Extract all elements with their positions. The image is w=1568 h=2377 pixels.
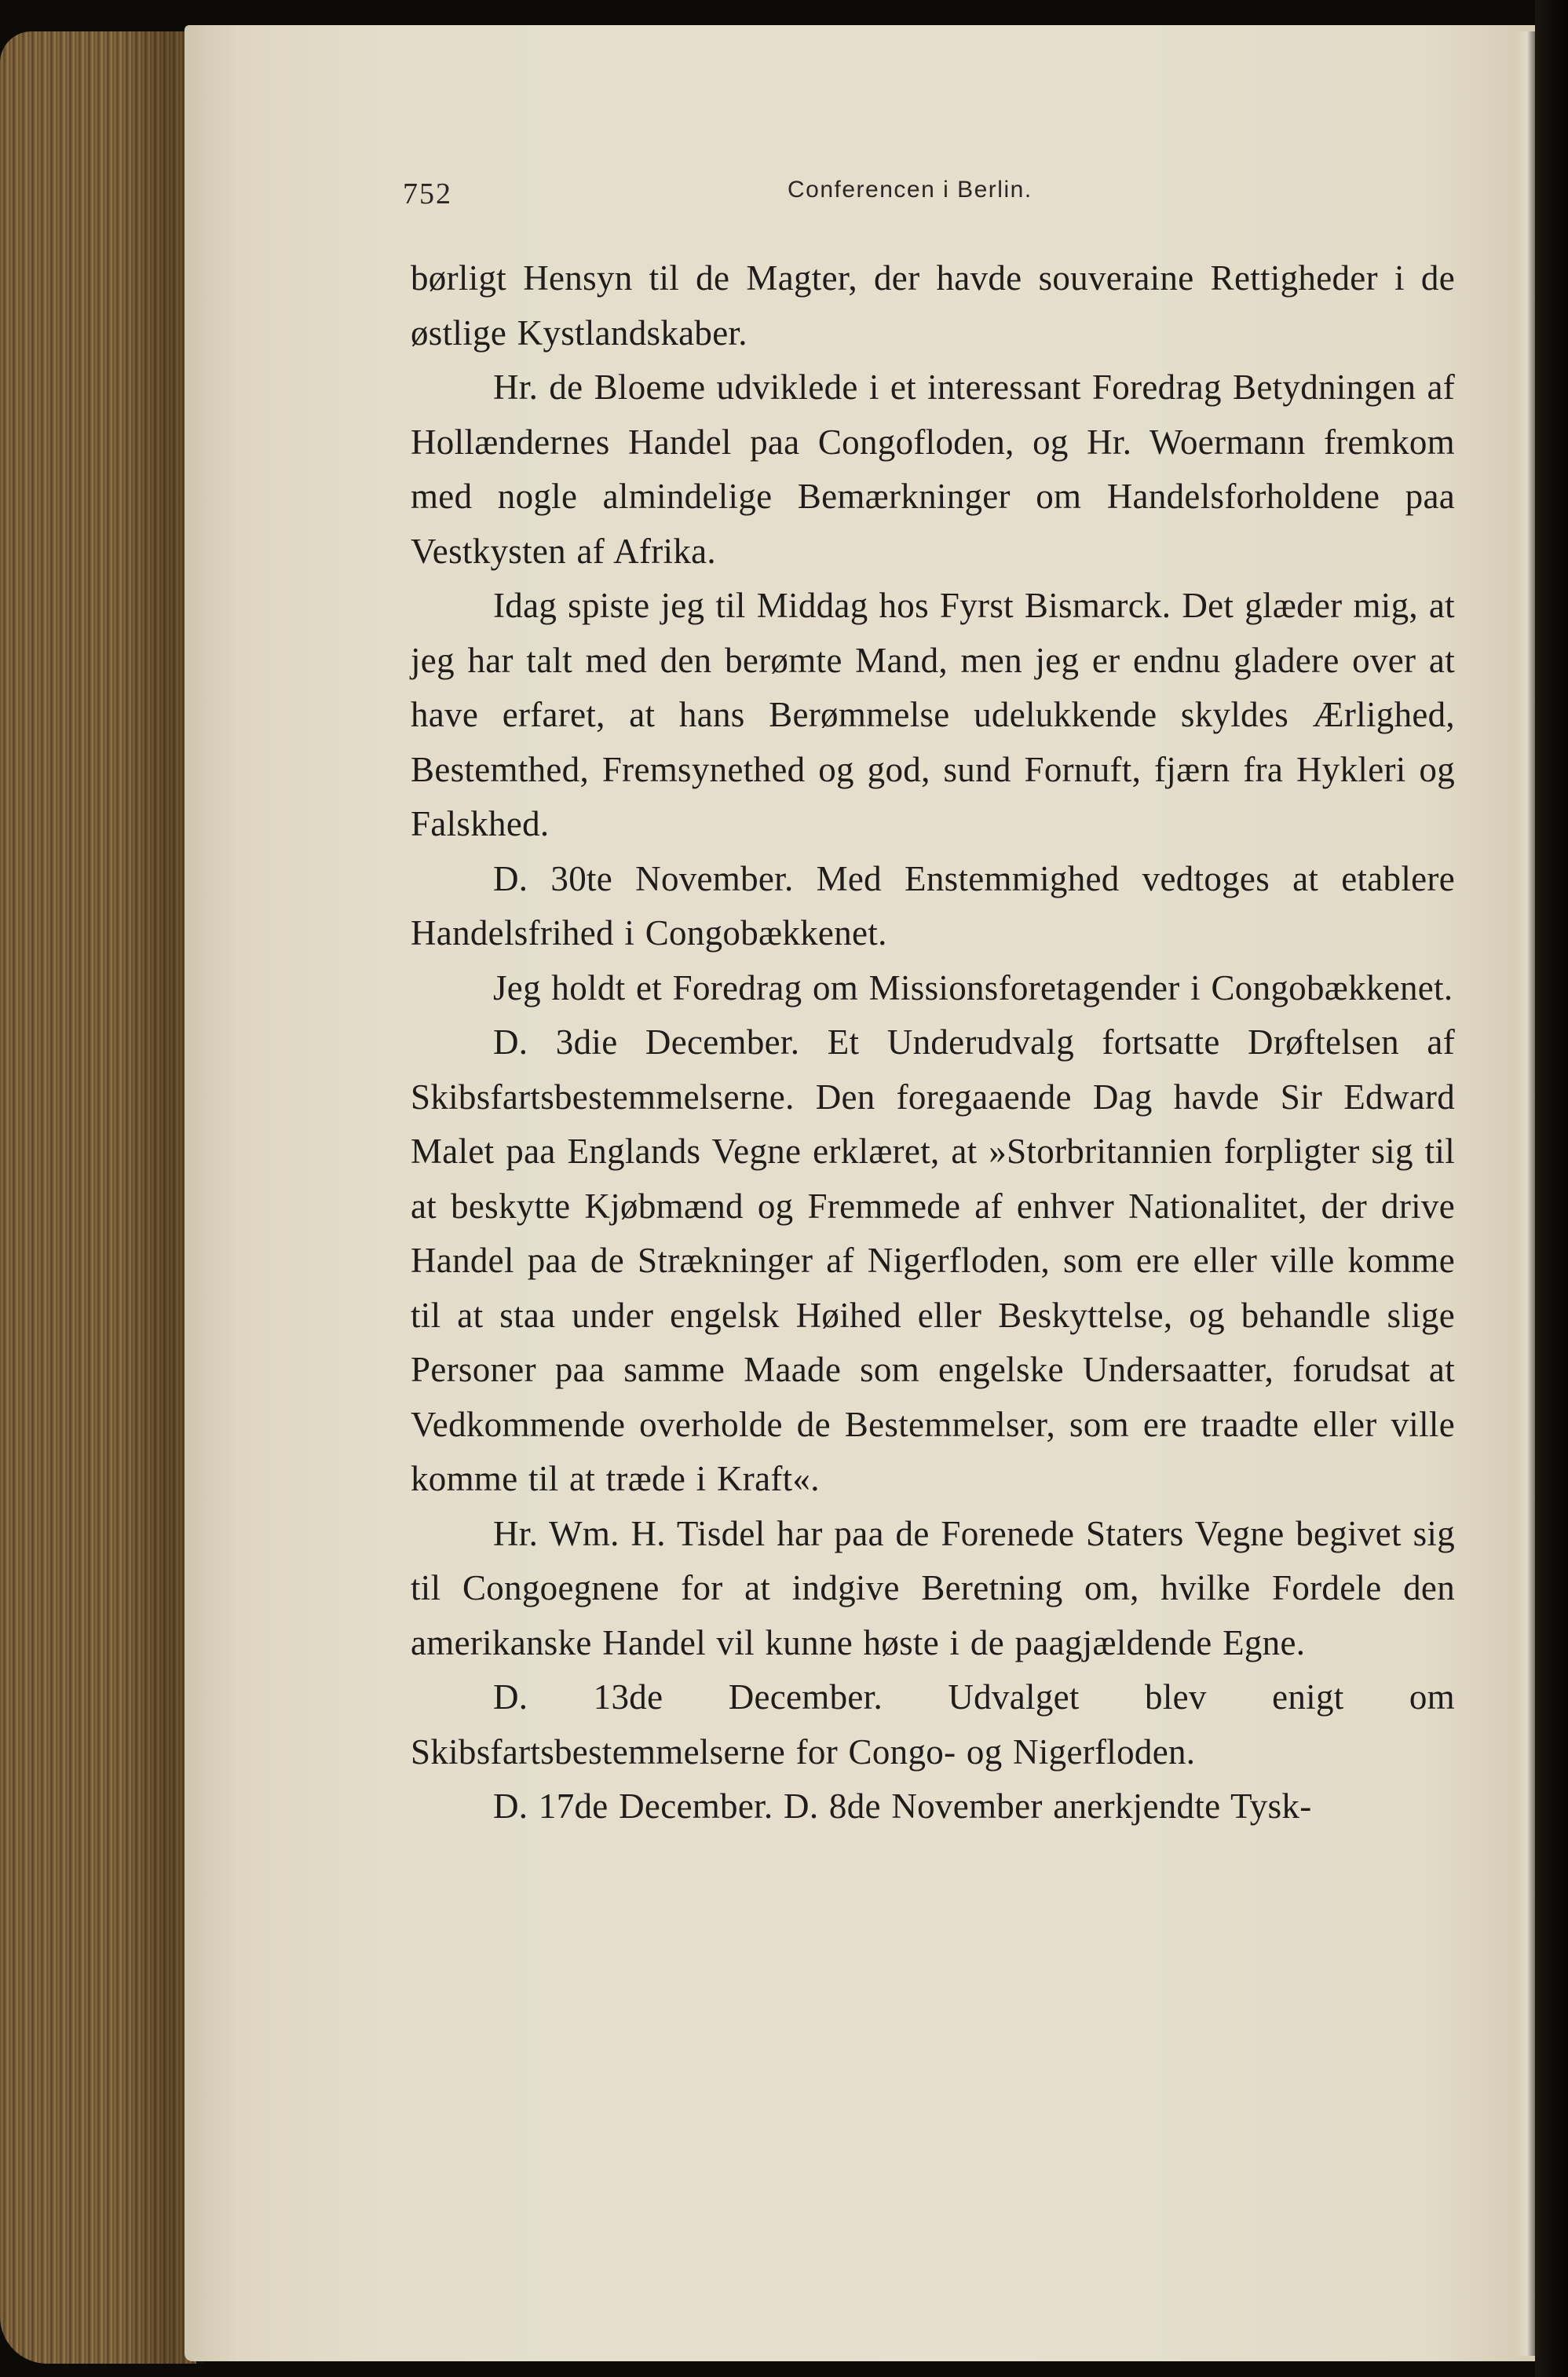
background-edge [1535,0,1568,2377]
body-text [411,251,1455,1834]
paragraph: D. 30te November. Med Enstemmighed vedtoges at etablere Handelsfrihed i Congobækkenet. [411,858,1455,953]
paragraph: Jeg holdt et Foredrag om Missionsforetagender i Congobækkenet. [493,967,1453,1007]
paragraph: D. 13de December. Udvalget blev enigt om Skibsfartsbestemmelserne for Congo- og Nigerfloden. [411,1677,1455,1772]
running-title: Conferencen i Berlin. [788,177,1033,203]
paragraph: D. 17de December. D. 8de November anerkjendte Tysk- [493,1786,1312,1826]
paragraph: D. 3die December. Et Underudvalg fortsatte Drøftelsen af Skibsfartsbestemmelserne. Den foregaaende Dag havde Sir Edward Malet paa Englands Vegne erklæret, at »Storbritannien forpligter sig til at beskytte Kjøbmænd og Fremmede af enhver Nationalitet, der drive Handel paa de Strækninger af Nigerfloden, som ere eller ville komme til at staa under engelsk Høihed eller Beskyttelse, og behandle slige Personer paa samme Maade som engelske Undersaatter, forudsat at Vedkommende overholde de Bestemmelser, som ere traadte eller ville komme til at træde i Kraft«. [411,1022,1455,1498]
paragraph: Hr. Wm. H. Tisdel har paa de Forenede Staters Vegne begivet sig til Congoegnene for at indgive Beretning om, hvilke Fordele den amerikanske Handel vil kunne høste i de paagjældende Egne. [411,1513,1455,1662]
paragraph: Hr. de Bloeme udviklede i et interessant Foredrag Betydningen af Hollændernes Handel paa Congofloden, og Hr. Woermann fremkom med nogle almindelige Bemærkninger om Handelsforholdene paa Vestkysten af Afrika. [411,368,1455,571]
paragraph: Idag spiste jeg til Middag hos Fyrst Bismarck. Det glæder mig, at jeg har talt med den berømte Mand, men jeg er endnu gladere over at have erfaret, at hans Berømmelse udelukkende skyldes Ærlighed, Bestemthed, Fremsynethed og god, sund Fornuft, fjærn fra Hykleri og Falskhed. [411,586,1455,843]
page-number: 752 [403,177,452,210]
paragraph: børligt Hensyn til de Magter, der havde souveraine Rettigheder i de østlige Kystlandskaber. [411,258,1455,353]
page-header [403,177,1455,224]
